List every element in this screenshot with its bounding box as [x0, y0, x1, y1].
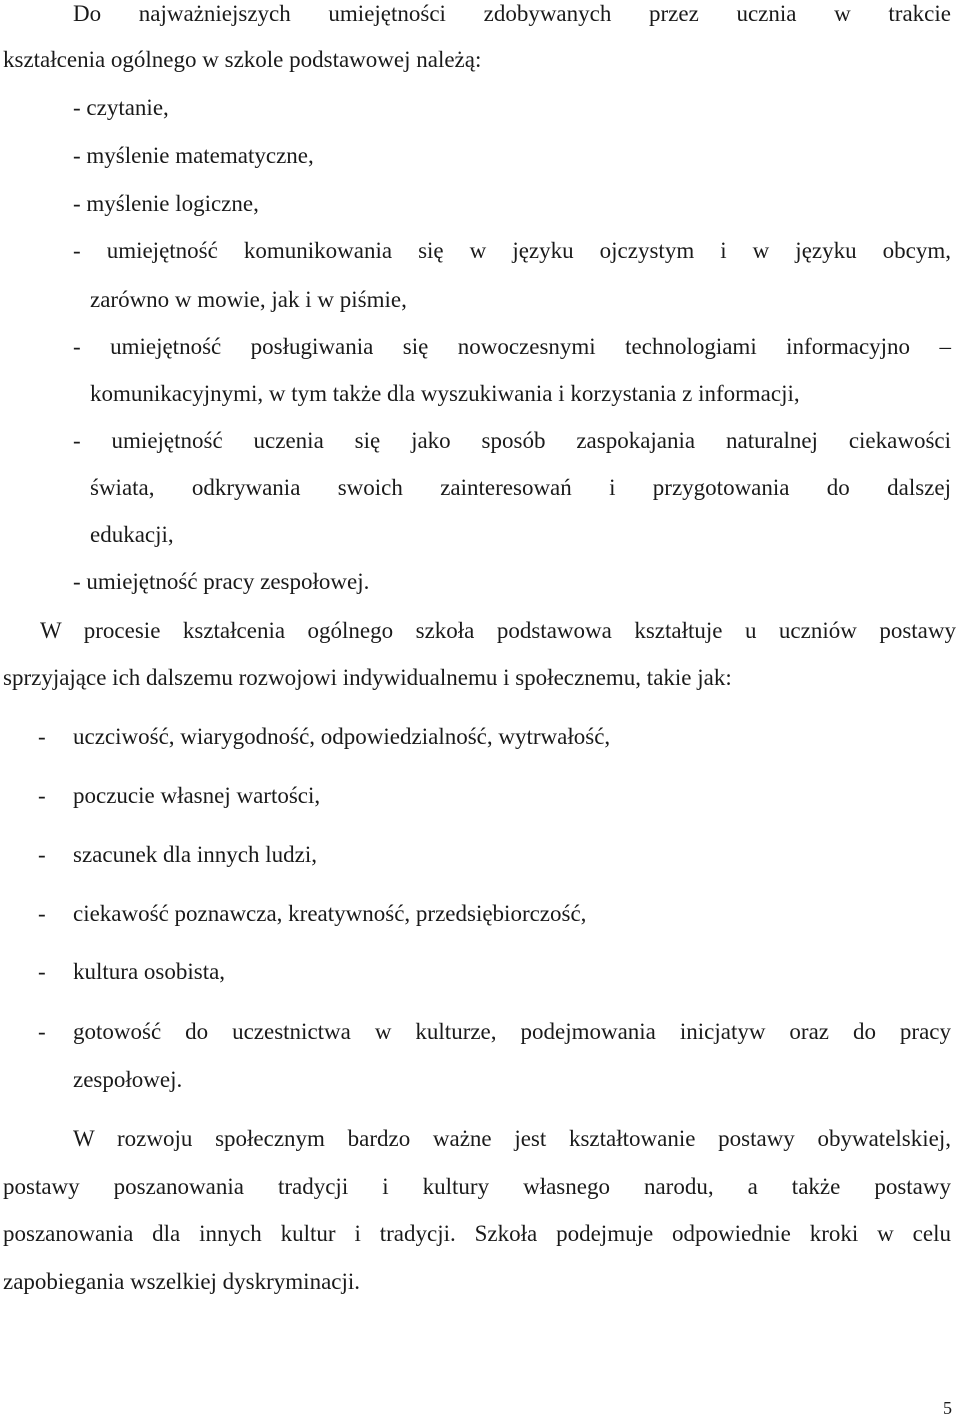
list-item: - umiejętność pracy zespołowej.	[73, 569, 370, 594]
list-item: szacunek dla innych ludzi,	[73, 842, 317, 867]
paragraph-line: postawy poszanowania tradycji i kultury własnego narodu, a także postawy	[3, 1174, 951, 1199]
paragraph-line: Do najważniejszych umiejętności zdobywanych przez ucznia w trakcie	[73, 1, 951, 26]
list-item: - czytanie,	[73, 95, 169, 120]
list-item-continuation: świata, odkrywania swoich zainteresowań i przygotowania do dalszej	[90, 475, 951, 500]
list-item: - umiejętność posługiwania się nowoczesnymi technologiami informacyjno –	[73, 334, 951, 359]
list-item: - myślenie matematyczne,	[73, 143, 314, 168]
paragraph-line: W rozwoju społecznym bardzo ważne jest kształtowanie postawy obywatelskiej,	[73, 1126, 951, 1151]
list-item: - umiejętność uczenia się jako sposób zaspokajania naturalnej ciekawości	[73, 428, 951, 453]
page-number: 5	[943, 1398, 952, 1418]
bullet-dash: -	[38, 901, 46, 926]
paragraph-line: zapobiegania wszelkiej dyskryminacji.	[3, 1269, 361, 1294]
list-item: - umiejętność komunikowania się w języku ojczystym i w języku obcym,	[73, 238, 951, 263]
paragraph-line: kształcenia ogólnego w szkole podstawowej należą:	[3, 47, 482, 72]
list-item: ciekawość poznawcza, kreatywność, przedsiębiorczość,	[73, 901, 587, 926]
list-item: - myślenie logiczne,	[73, 191, 259, 216]
bullet-dash: -	[38, 959, 46, 984]
list-item-continuation: zarówno w mowie, jak i w piśmie,	[90, 287, 407, 312]
list-item-continuation: zespołowej.	[73, 1067, 183, 1092]
list-item: kultura osobista,	[73, 959, 226, 984]
bullet-dash: -	[38, 1019, 46, 1044]
paragraph-line: sprzyjające ich dalszemu rozwojowi indywidualnemu i społecznemu, takie jak:	[3, 665, 732, 690]
list-item: uczciwość, wiarygodność, odpowiedzialność, wytrwałość,	[73, 724, 611, 749]
paragraph-line: poszanowania dla innych kultur i tradycji. Szkoła podejmuje odpowiednie kroki w celu	[3, 1221, 951, 1246]
list-item-continuation: komunikacyjnymi, w tym także dla wyszukiwania i korzystania z informacji,	[90, 381, 800, 406]
list-item: poczucie własnej wartości,	[73, 783, 321, 808]
bullet-dash: -	[38, 842, 46, 867]
list-item-continuation: edukacji,	[90, 522, 174, 547]
bullet-dash: -	[38, 783, 46, 808]
list-item: gotowość do uczestnictwa w kulturze, podejmowania inicjatyw oraz do pracy	[73, 1019, 951, 1044]
bullet-dash: -	[38, 724, 46, 749]
paragraph-line: W procesie kształcenia ogólnego szkoła podstawowa kształtuje u uczniów postawy	[40, 618, 956, 643]
